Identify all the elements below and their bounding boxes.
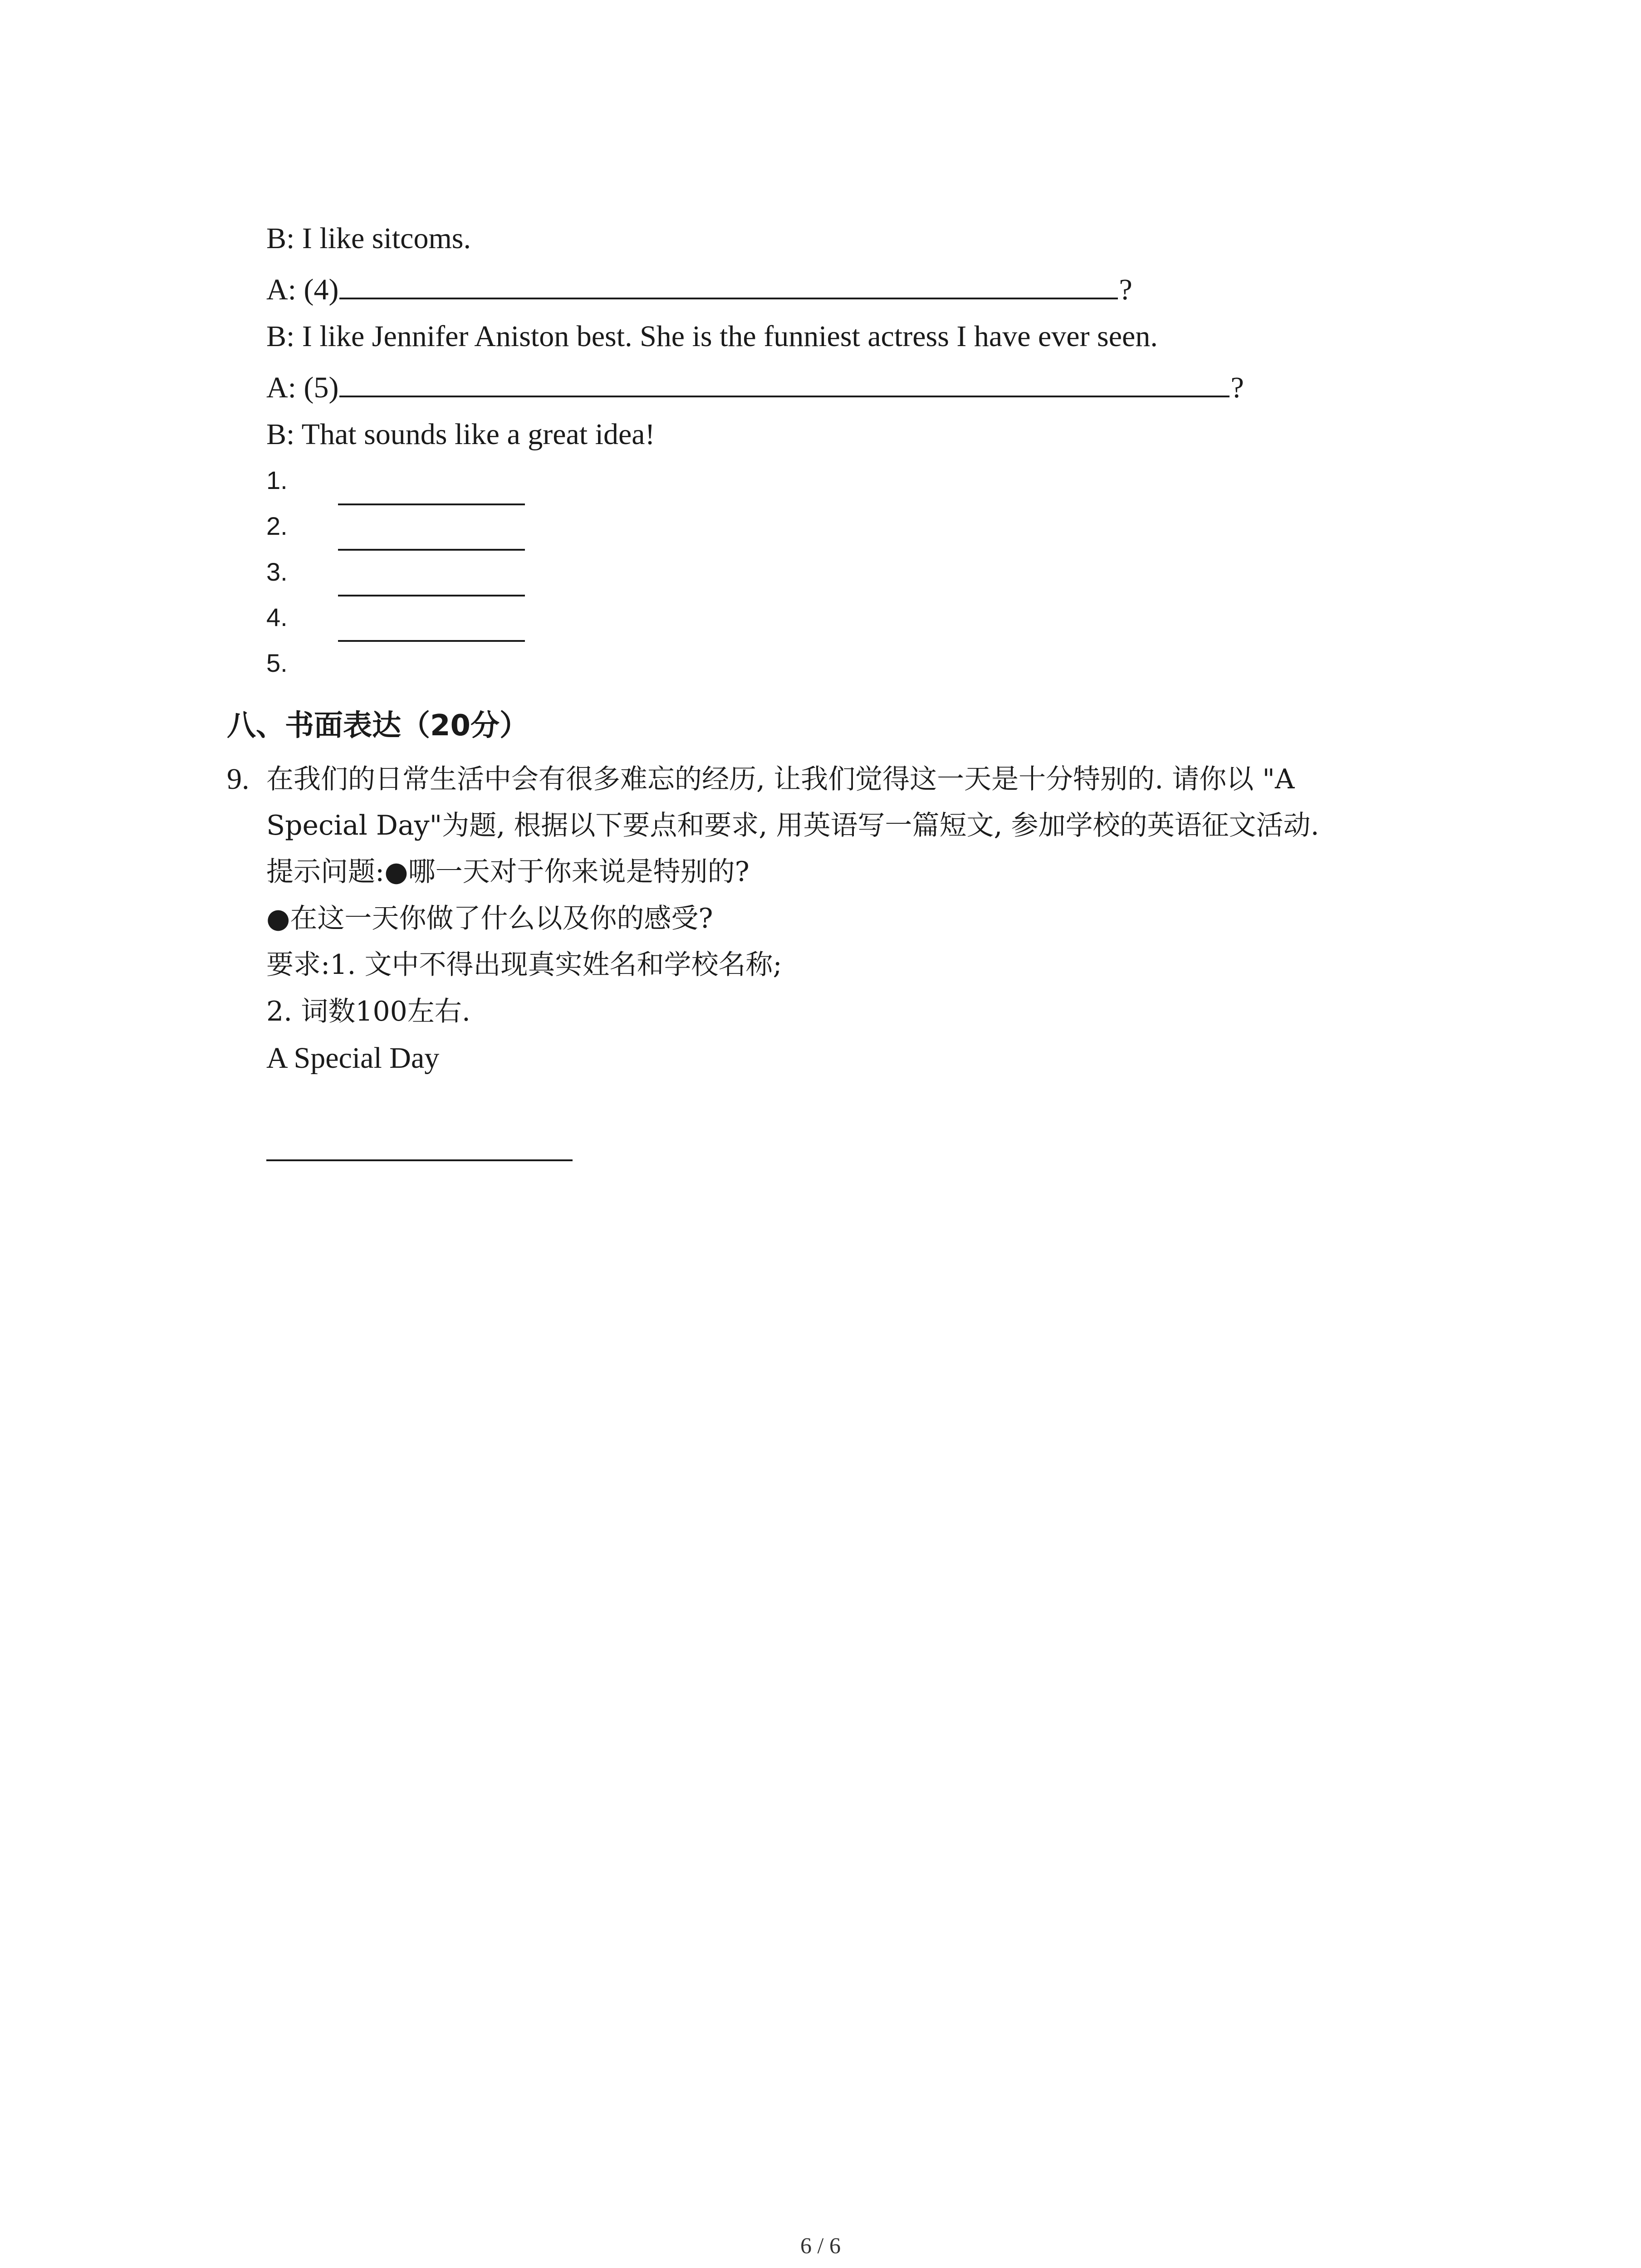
answer-field-2[interactable] [338, 549, 525, 551]
page-number: 6 / 6 [800, 2233, 841, 2258]
dialogue-a5-prefix: A: (5) [266, 371, 339, 404]
dialogue-a4-suffix: ? [1119, 273, 1132, 306]
section-title: 八、书面表达（20分） [227, 709, 529, 743]
answer-blank-5[interactable] [339, 366, 1230, 397]
question-hint-line-1: 提示问题:●哪一天对于你来说是特别的? [266, 856, 749, 888]
answer-number-5: 5. [266, 649, 288, 677]
dialogue-line-b3: B: That sounds like a great idea! [266, 418, 655, 451]
question-number: 9. [227, 763, 250, 796]
dialogue-a4-prefix: A: (4) [266, 273, 339, 306]
question-prompt-line-1: 在我们的日常生活中会有很多难忘的经历, 让我们觉得这一天是十分特别的. 请你以 "A [266, 763, 1295, 795]
question-hint-line-2: ●在这一天你做了什么以及你的感受? [266, 903, 713, 934]
answer-field-1[interactable] [338, 503, 525, 505]
dialogue-line-a5 [266, 366, 1244, 408]
dialogue-line-b2: B: I like Jennifer Aniston best. She is the funniest actress I have ever seen. [266, 320, 1158, 353]
answer-number-1: 1. [266, 466, 288, 494]
essay-title: A Special Day [266, 1041, 440, 1075]
answer-number-3: 3. [266, 557, 288, 586]
question-prompt-line-2: Special Day"为题, 根据以下要点和要求, 用英语写一篇短文, 参加学校的英语征文活动. [266, 810, 1319, 841]
answer-blank-4[interactable] [339, 268, 1118, 299]
requirement-line-1: 要求:1. 文中不得出现真实姓名和学校名称; [266, 949, 782, 981]
answer-number-2: 2. [266, 512, 288, 540]
essay-answer-line[interactable] [266, 1159, 573, 1161]
dialogue-line-a4 [266, 268, 1132, 310]
answer-field-3[interactable] [338, 595, 525, 596]
dialogue-a5-suffix: ? [1230, 371, 1244, 404]
dialogue-line-b1: B: I like sitcoms. [266, 222, 471, 255]
answer-number-4: 4. [266, 603, 288, 631]
requirement-line-2: 2. 词数100左右. [266, 996, 470, 1027]
answer-field-4[interactable] [338, 640, 525, 642]
